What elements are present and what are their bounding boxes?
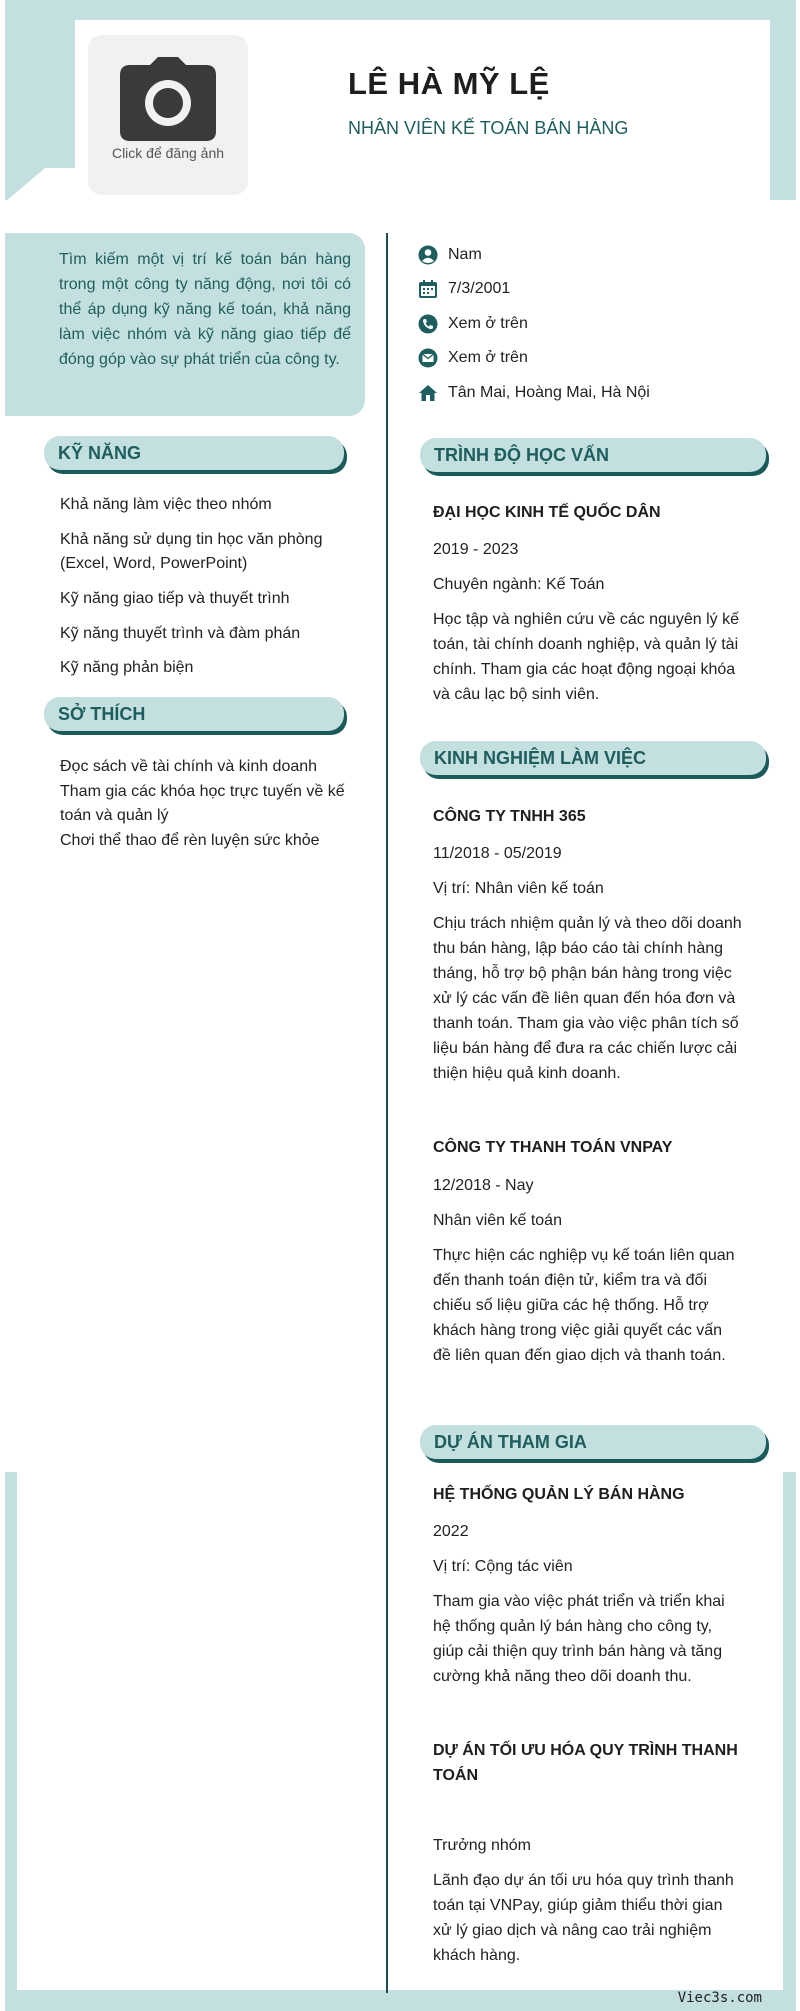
gender-value: Nam <box>448 246 482 263</box>
dob-value: 7/3/2001 <box>448 280 511 297</box>
school-name: ĐẠI HỌC KINH TẾ QUỐC DÂN <box>433 504 661 521</box>
skill-item: Kỹ năng phản biện <box>60 659 194 676</box>
phone-value: Xem ở trên <box>448 315 528 332</box>
job-description: Thực hiện các nghiệp vụ kế toán liên quan đến thanh toán điện tử, kiểm tra và đối chiếu số liệu giữa các hệ thống. Hỗ trợ khách hàng trong việc giải quyết các vấn đề liên quan đến giao dịch và thanh toán. <box>433 1247 735 1364</box>
hobby-item: Tham gia các khóa học trực tuyến về kế toán và quản lý <box>60 783 345 824</box>
home-icon <box>418 383 438 403</box>
contact-email <box>418 345 528 371</box>
contact-dob <box>418 276 510 302</box>
skills-heading: KỸ NĂNG <box>44 436 344 470</box>
contact-gender <box>418 242 482 268</box>
phone-icon <box>418 314 438 334</box>
education-major: Chuyên ngành: Kế Toán <box>433 576 605 593</box>
candidate-name: LÊ HÀ MỸ LỆ <box>348 66 550 101</box>
hobbies-heading: SỞ THÍCH <box>44 697 344 731</box>
skill-item: Khả năng sử dụng tin học văn phòng (Excel, Word, PowerPoint) <box>60 531 323 572</box>
project-description: Lãnh đạo dự án tối ưu hóa quy trình thanh toán tại VNPay, giúp giảm thiểu thời gian xử lý giao dịch và nâng cao trải nghiệm khách hàng. <box>433 1872 734 1964</box>
objective-text: Tìm kiếm một vị trí kế toán bán hàng trong một công ty năng động, nơi tôi có thể áp dụng kỹ năng kế toán, khả năng làm việc nhóm và kỹ năng giao tiếp để đóng góp vào sự phát triển của công ty. <box>59 251 351 368</box>
footer-watermark: Viec3s.com <box>677 1990 762 2006</box>
education-description: Học tập và nghiên cứu về các nguyên lý kế toán, tài chính doanh nghiệp, và quản lý tài chính. Tham gia các hoạt động ngoại khóa và câu lạc bộ sinh viên. <box>433 611 739 703</box>
project-year: 2022 <box>433 1523 469 1540</box>
hobby-item: Đọc sách về tài chính và kinh doanh <box>60 758 318 775</box>
avatar-upload[interactable] <box>88 35 248 195</box>
job-period: 12/2018 - Nay <box>433 1177 534 1194</box>
education-period: 2019 - 2023 <box>433 541 519 558</box>
mail-icon <box>418 348 438 368</box>
address-value: Tân Mai, Hoàng Mai, Hà Nội <box>448 384 650 401</box>
skill-item: Kỹ năng thuyết trình và đàm phán <box>60 625 301 642</box>
project-name: DỰ ÁN TỐI ƯU HÓA QUY TRÌNH THANH TOÁN <box>433 1742 738 1784</box>
project-role: Vị trí: Cộng tác viên <box>433 1558 573 1575</box>
job-period: 11/2018 - 05/2019 <box>433 845 562 862</box>
job-position: Nhân viên kế toán <box>433 1212 562 1229</box>
project-description: Tham gia vào việc phát triển và triển khai hệ thống quản lý bán hàng cho công ty, giúp cải thiện quy trình bán hàng và tăng cường khả năng theo dõi doanh thu. <box>433 1593 725 1685</box>
column-divider <box>386 233 388 1993</box>
hobby-item: Chơi thể thao để rèn luyện sức khỏe <box>60 832 320 849</box>
skill-item: Kỹ năng giao tiếp và thuyết trình <box>60 590 290 607</box>
experience-heading: KINH NGHIỆM LÀM VIỆC <box>420 741 766 775</box>
job-position: Vị trí: Nhân viên kế toán <box>433 880 604 897</box>
user-icon <box>418 245 438 265</box>
projects-heading: DỰ ÁN THAM GIA <box>420 1425 766 1459</box>
objective-box <box>5 233 365 416</box>
job-company: CÔNG TY THANH TOÁN VNPAY <box>433 1139 673 1156</box>
job-title: NHÂN VIÊN KẾ TOÁN BÁN HÀNG <box>348 118 629 138</box>
email-value: Xem ở trên <box>448 349 528 366</box>
job-company: CÔNG TY TNHH 365 <box>433 808 586 825</box>
job-description: Chịu trách nhiệm quản lý và theo dõi doanh thu bán hàng, lập báo cáo tài chính hàng tháng, hỗ trợ bộ phận bán hàng trong việc xử lý các vấn đề liên quan đến hóa đơn và thanh toán. Tham gia vào việc phân tích số liệu bán hàng để đưa ra các chiến lược cải thiện hiệu quả kinh doanh. <box>433 915 742 1082</box>
project-name: HỆ THỐNG QUẢN LÝ BÁN HÀNG <box>433 1486 685 1503</box>
skill-item: Khả năng làm việc theo nhóm <box>60 496 272 513</box>
contact-phone <box>418 311 528 337</box>
avatar-caption: Click để đăng ảnh <box>111 145 225 161</box>
calendar-icon <box>418 279 438 299</box>
education-heading: TRÌNH ĐỘ HỌC VẤN <box>420 438 766 472</box>
camera-icon <box>120 57 216 141</box>
project-role: Trưởng nhóm <box>433 1837 531 1854</box>
contact-address <box>418 380 650 406</box>
